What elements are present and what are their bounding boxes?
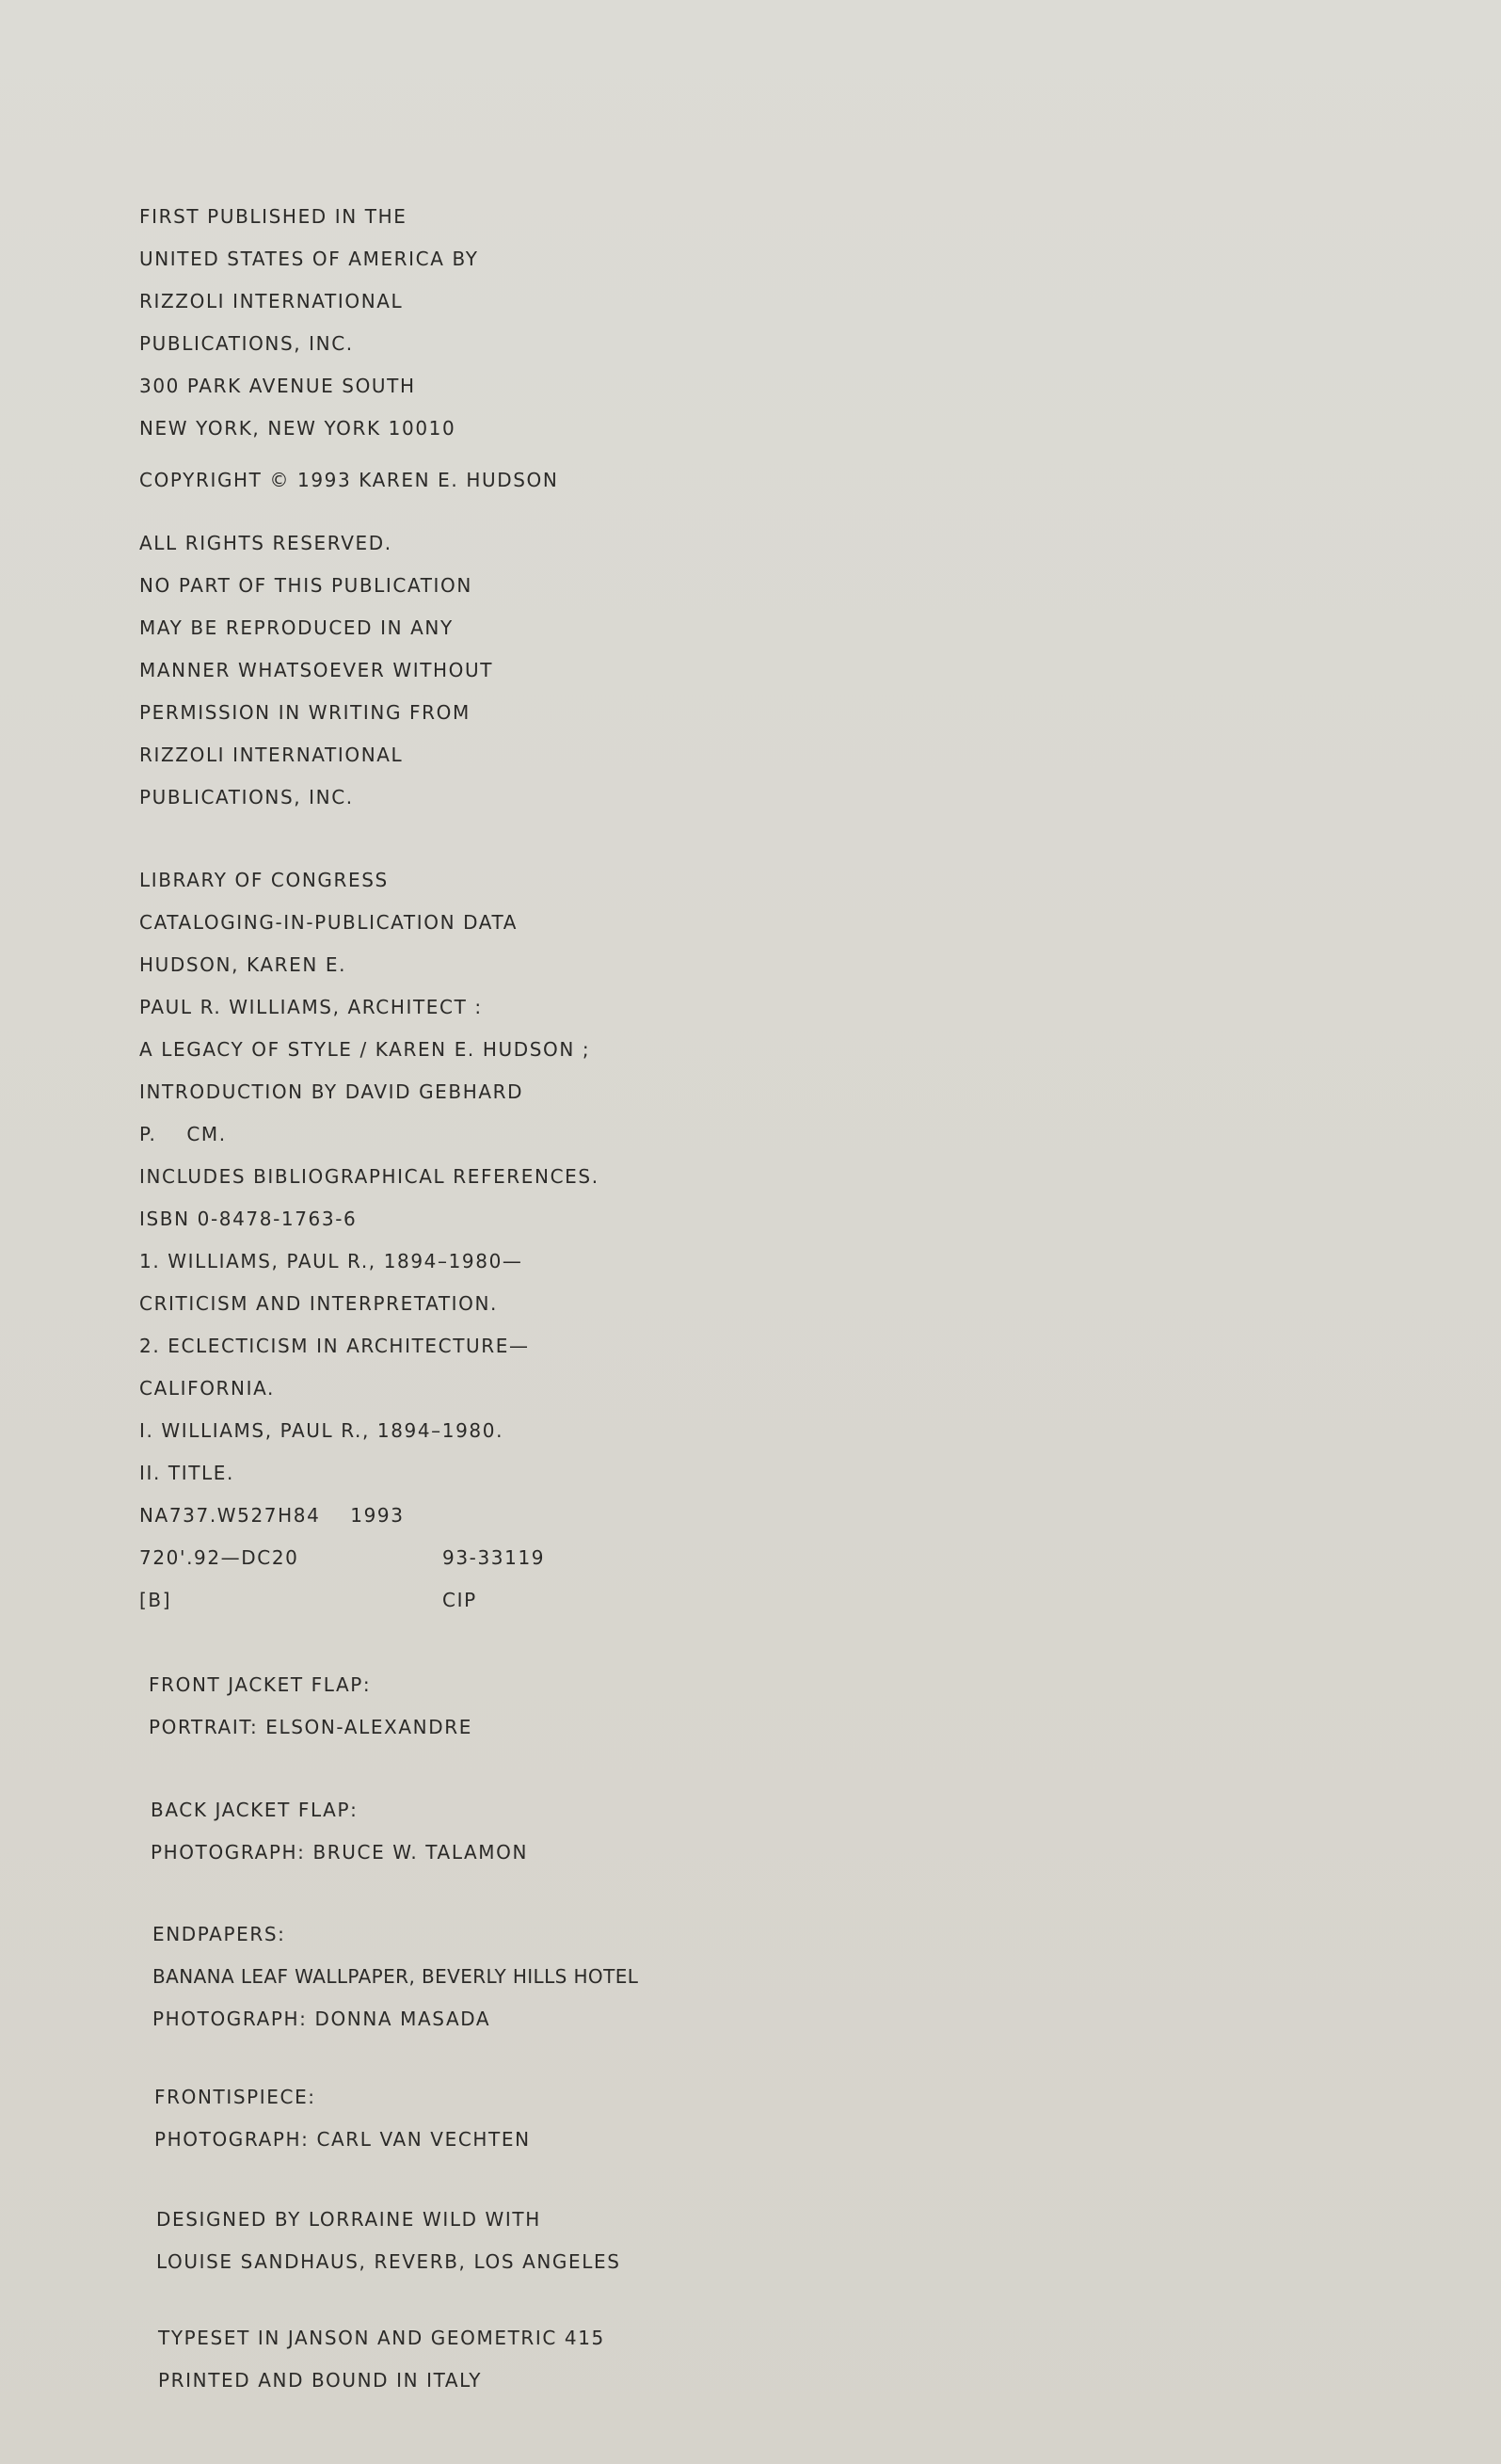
typeset-line: TYPESET IN JANSON AND GEOMETRIC 415: [158, 2327, 605, 2349]
cip-line: A LEGACY OF STYLE / KAREN E. HUDSON ;: [139, 1038, 591, 1061]
cip-line: ISBN 0-8478-1763-6: [139, 1208, 358, 1230]
endpapers-heading: ENDPAPERS:: [152, 1923, 286, 1945]
endpapers-credit: PHOTOGRAPH: DONNA MASADA: [152, 2008, 491, 2030]
cip-line: HUDSON, KAREN E.: [139, 953, 347, 976]
publisher-line: NEW YORK, NEW YORK 10010: [139, 417, 456, 440]
cip-line: 2. ECLECTICISM IN ARCHITECTURE—: [139, 1335, 530, 1357]
back-flap-credit: PHOTOGRAPH: BRUCE W. TALAMON: [151, 1841, 529, 1864]
publisher-line: UNITED STATES OF AMERICA BY: [139, 248, 479, 270]
rights-line: MAY BE REPRODUCED IN ANY: [139, 616, 454, 639]
design-credit-block: [156, 2199, 621, 2283]
rights-line: PERMISSION IN WRITING FROM: [139, 701, 471, 724]
dewey-number: 720'.92—DC20: [139, 1546, 299, 1569]
bracket-code: [B]: [139, 1589, 172, 1611]
cip-line: CALIFORNIA.: [139, 1377, 275, 1400]
cip-bracket-row: [139, 1579, 599, 1622]
publisher-line: PUBLICATIONS, INC.: [139, 332, 354, 355]
cip-line: CATALOGING-IN-PUBLICATION DATA: [139, 911, 519, 934]
copyright-block: [139, 459, 558, 502]
design-credit-line: LOUISE SANDHAUS, REVERB, LOS ANGELES: [156, 2250, 621, 2273]
design-credit-line: DESIGNED BY LORRAINE WILD WITH: [156, 2208, 541, 2231]
front-flap-block: [149, 1664, 472, 1749]
production-block: [158, 2317, 605, 2402]
publisher-line: FIRST PUBLISHED IN THE: [139, 205, 407, 228]
cip-line: INTRODUCTION BY DAVID GEBHARD: [139, 1080, 524, 1103]
cip-classification-row: [139, 1537, 599, 1579]
publisher-line: RIZZOLI INTERNATIONAL: [139, 290, 404, 312]
rights-line: RIZZOLI INTERNATIONAL: [139, 744, 404, 766]
frontispiece-credit: PHOTOGRAPH: CARL VAN VECHTEN: [154, 2128, 531, 2151]
cip-line: NA737.W527H84 1993: [139, 1504, 405, 1527]
rights-line: NO PART OF THIS PUBLICATION: [139, 574, 472, 597]
front-flap-credit: PORTRAIT: ELSON-ALEXANDRE: [149, 1716, 472, 1738]
rights-line: PUBLICATIONS, INC.: [139, 786, 354, 808]
cip-line: 1. WILLIAMS, PAUL R., 1894–1980—: [139, 1250, 523, 1272]
rights-block: [139, 522, 493, 819]
cip-line: II. TITLE.: [139, 1462, 234, 1484]
cip-line: INCLUDES BIBLIOGRAPHICAL REFERENCES.: [139, 1165, 599, 1188]
cip-label: CIP: [442, 1589, 477, 1611]
front-flap-heading: FRONT JACKET FLAP:: [149, 1673, 372, 1696]
cip-line: LIBRARY OF CONGRESS: [139, 869, 389, 891]
cip-line: PAUL R. WILLIAMS, ARCHITECT :: [139, 996, 483, 1018]
cip-line: CRITICISM AND INTERPRETATION.: [139, 1292, 499, 1315]
publisher-line: 300 PARK AVENUE SOUTH: [139, 375, 416, 397]
back-flap-heading: BACK JACKET FLAP:: [151, 1799, 359, 1821]
frontispiece-heading: FRONTISPIECE:: [154, 2086, 316, 2108]
publisher-block: [139, 196, 479, 450]
lccn-number: 93-33119: [442, 1546, 546, 1569]
endpapers-block: [152, 1913, 638, 2040]
endpapers-description: BANANA LEAF WALLPAPER, BEVERLY HILLS HOTEL: [152, 1965, 639, 1988]
rights-line: ALL RIGHTS RESERVED.: [139, 532, 392, 554]
rights-line: MANNER WHATSOEVER WITHOUT: [139, 659, 494, 681]
cip-line: P. CM.: [139, 1123, 227, 1145]
frontispiece-block: [154, 2076, 531, 2161]
copyright-notice: COPYRIGHT © 1993 KAREN E. HUDSON: [139, 469, 559, 491]
cip-block: [139, 859, 599, 1622]
printed-line: PRINTED AND BOUND IN ITALY: [158, 2369, 483, 2392]
cip-line: I. WILLIAMS, PAUL R., 1894–1980.: [139, 1419, 504, 1442]
back-flap-block: [151, 1789, 528, 1874]
